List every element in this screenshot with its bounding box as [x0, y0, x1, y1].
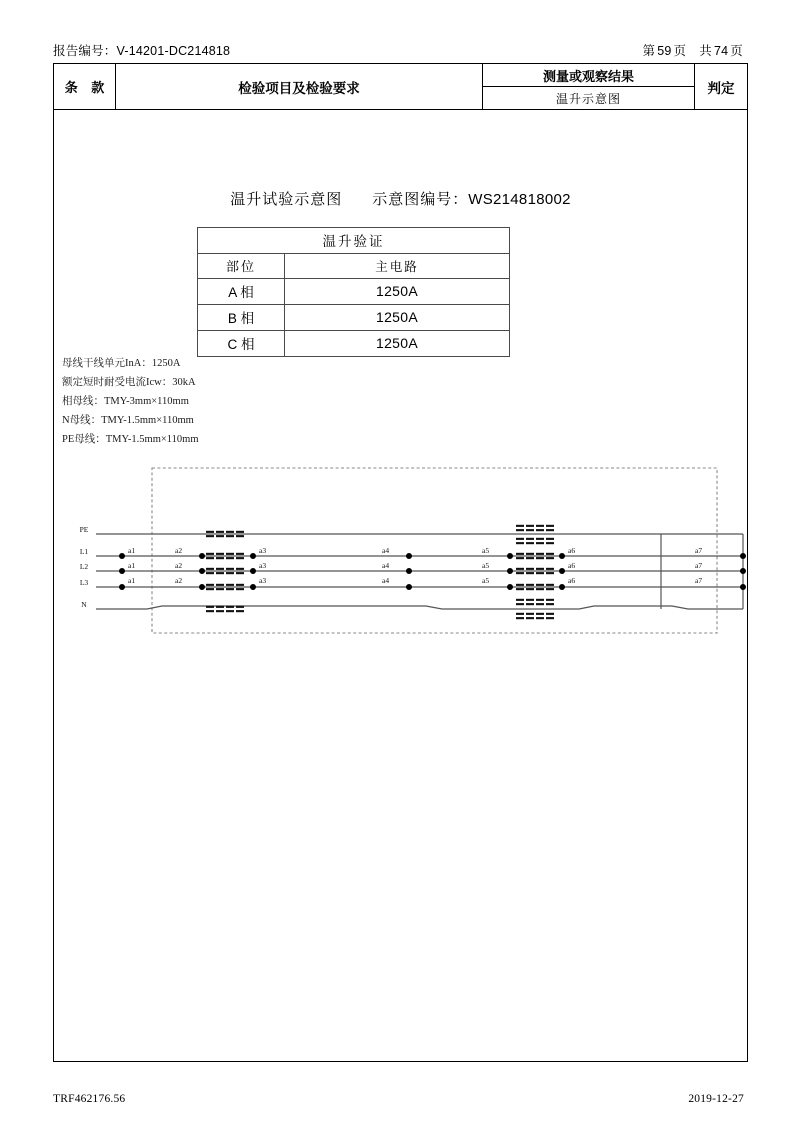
node-a3-l3 — [250, 584, 256, 590]
node-a1-l1 — [119, 553, 125, 559]
busbar-joint-group-1 — [206, 531, 244, 612]
page-prefix: 第 — [642, 44, 656, 58]
node-label-a4-l1: a4 — [382, 546, 390, 555]
node-label-a4-l2: a4 — [382, 561, 390, 570]
node-label-a6-l3: a6 — [568, 576, 576, 585]
node-a5-l3 — [507, 584, 513, 590]
node-a5-l2 — [507, 568, 513, 574]
spec-line-short-time-withstand: 额定短时耐受电流Icw：30kA — [62, 377, 196, 388]
spec-line-rated-current: 母线干线单元InA：1250A — [62, 358, 181, 369]
cabinet-outline — [152, 468, 717, 633]
inspection-table — [53, 63, 748, 1062]
page-number-line — [642, 41, 748, 59]
node-label-a5-l2: a5 — [482, 561, 490, 570]
node-label-a7-l3: a7 — [695, 576, 703, 585]
page-total: 74 — [713, 44, 729, 58]
rail-label-pe: PE — [79, 525, 89, 534]
page-total-prefix: 共 — [699, 44, 712, 58]
node-a6-l1 — [559, 553, 565, 559]
phase-value-b: 1250A — [285, 305, 510, 331]
node-a6-l3 — [559, 584, 565, 590]
node-label-a1-l2: a1 — [128, 561, 136, 570]
node-label-a2-l1: a2 — [175, 546, 183, 555]
table-row — [198, 331, 510, 357]
node-label-a3-l2: a3 — [259, 561, 267, 570]
table-row — [198, 279, 510, 305]
node-label-a2-l2: a2 — [175, 561, 183, 570]
busbar-joint-group-2 — [516, 525, 554, 619]
spec-line-neutral-busbar: N母线：TMY-1.5mm×110mm — [62, 415, 194, 426]
node-label-a6-l2: a6 — [568, 561, 576, 570]
verify-table-title: 温升验证 — [198, 228, 510, 254]
node-a6-l2 — [559, 568, 565, 574]
node-a7-l3 — [740, 584, 746, 590]
diagram-title-label: 温升试验示意图 — [230, 192, 343, 208]
node-a7-l1 — [740, 553, 746, 559]
node-a3-l2 — [250, 568, 256, 574]
node-a2-l1 — [199, 553, 205, 559]
node-label-a6-l1: a6 — [568, 546, 576, 555]
phase-label-a: A 相 — [198, 279, 285, 305]
node-label-a1-l1: a1 — [128, 546, 136, 555]
node-a2-l3 — [199, 584, 205, 590]
report-number-line — [53, 41, 230, 59]
table-body — [54, 110, 747, 1061]
column-header-verdict: 判定 — [707, 80, 735, 96]
node-a4-l3 — [406, 584, 412, 590]
node-label-a3-l1: a3 — [259, 546, 267, 555]
spec-line-pe-busbar: PE母线：TMY-1.5mm×110mm — [62, 434, 199, 445]
connection-nodes — [119, 553, 746, 590]
table-row — [198, 254, 510, 279]
verify-col-circuit: 主电路 — [285, 254, 510, 279]
table-header-row — [54, 64, 747, 110]
node-a4-l1 — [406, 553, 412, 559]
busbar-specification-list — [62, 354, 199, 449]
spec-line-phase-busbar: 相母线：TMY-3mm×110mm — [62, 396, 189, 407]
temperature-rise-verification-table — [197, 227, 510, 357]
rail-label-n: N — [81, 600, 87, 609]
report-number-label: 报告编号： — [53, 44, 117, 58]
node-a4-l2 — [406, 568, 412, 574]
column-header-result — [483, 64, 695, 109]
node-a1-l2 — [119, 568, 125, 574]
page-unit-1: 页 — [673, 44, 687, 58]
footer-date: 2019-12-27 — [688, 1093, 744, 1105]
node-label-a7-l2: a7 — [695, 561, 703, 570]
page-current: 59 — [657, 44, 672, 58]
phase-label-b: B 相 — [198, 305, 285, 331]
page-unit-2: 页 — [730, 44, 743, 58]
phase-value-a: 1250A — [285, 279, 510, 305]
document-header — [53, 41, 748, 59]
column-header-result-title: 测量或观察结果 — [483, 64, 694, 87]
report-number-value: V-14201-DC214818 — [116, 44, 231, 58]
node-label-a3-l3: a3 — [259, 576, 267, 585]
node-a2-l2 — [199, 568, 205, 574]
table-row — [198, 305, 510, 331]
rail-label-l3: L3 — [79, 578, 89, 587]
node-label-a2-l3: a2 — [175, 576, 183, 585]
node-a5-l1 — [507, 553, 513, 559]
node-label-a5-l3: a5 — [482, 576, 490, 585]
node-a7-l2 — [740, 568, 746, 574]
diagram-number-value: WS214818002 — [468, 191, 571, 208]
node-a3-l1 — [250, 553, 256, 559]
column-header-result-subtitle: 温升示意图 — [555, 91, 621, 106]
table-row — [198, 228, 510, 254]
verify-col-part: 部位 — [198, 254, 285, 279]
phase-value-c: 1250A — [285, 331, 510, 357]
node-label-a4-l3: a4 — [382, 576, 390, 585]
node-a1-l3 — [119, 584, 125, 590]
phase-label-c: C 相 — [198, 331, 285, 357]
rail-label-l2: L2 — [79, 562, 89, 571]
node-label-a1-l3: a1 — [128, 576, 136, 585]
diagram-number-label: 示意图编号： — [372, 192, 469, 208]
node-label-a5-l1: a5 — [482, 546, 490, 555]
node-label-a7-l1: a7 — [695, 546, 703, 555]
column-header-clause: 条 款 — [54, 64, 116, 109]
footer-form-code: TRF462176.56 — [53, 1093, 126, 1105]
document-footer — [53, 1093, 748, 1105]
rail-label-l1: L1 — [79, 547, 89, 556]
diagram-title — [54, 188, 747, 209]
column-header-inspection-item: 检验项目及检验要求 — [116, 64, 483, 109]
